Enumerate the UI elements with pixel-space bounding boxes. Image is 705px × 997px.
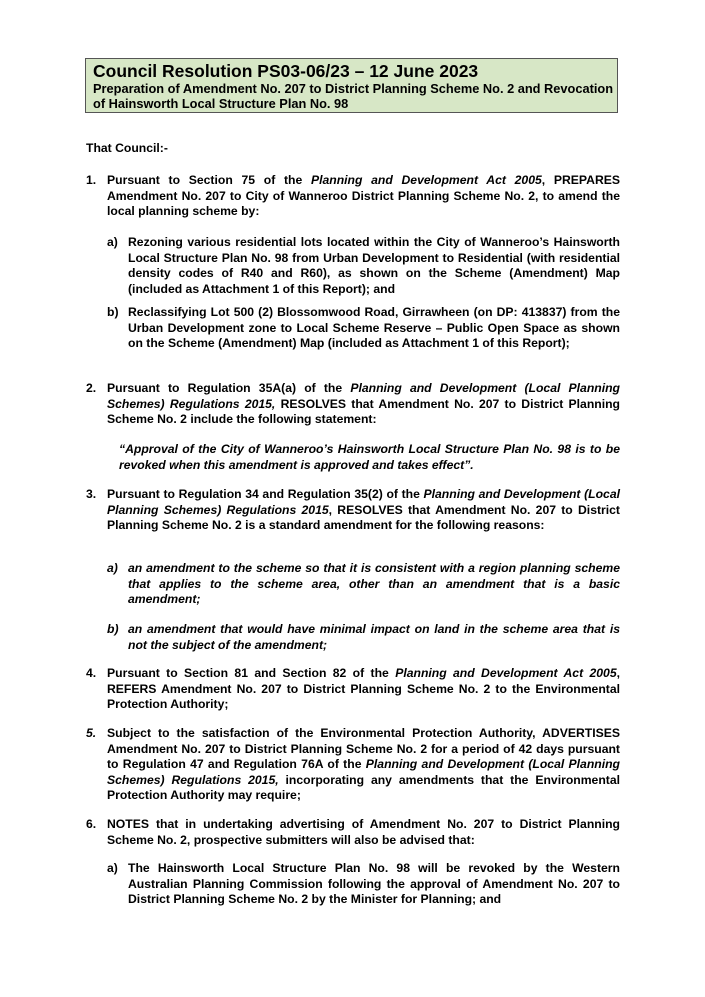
sub-item-label: a) — [107, 235, 118, 249]
item-text-italic: Planning and Development (Local Planning Schemes) Regulations 2015 — [107, 487, 620, 517]
item-text-pre: Subject to the satisfaction of the Environmental Protection Authority, ADVERTISES Amendment No. 207 to District Planning Scheme No. 2 for a period of 42 days pursuant to Regulation 47 and Regulation 76A of the — [107, 726, 620, 772]
sub-item-text: Rezoning various residential lots located within the City of Wanneroo’s Hainsworth Local Structure Plan No. 98 from Urban Development to Residential (with residential density codes of R40 and R60), as shown on the Scheme (Amendment) Map (included as Attachment 1 of this Report); and — [128, 235, 620, 296]
sub-item-3a — [107, 561, 620, 608]
sub-item-text: Reclassifying Lot 500 (2) Blossomwood Road, Girrawheen (on DP: 413837) from the Urban Development zone to Local Scheme Reserve – Public Open Space as shown on the Scheme (Amendment) Map (included as Attachment 1 of this Report); — [128, 305, 620, 351]
sub-item-1b — [107, 305, 620, 352]
item-text-post: , REFERS Amendment No. 207 to District Planning Scheme No. 2 to the Environmental Protection Authority; — [107, 666, 620, 712]
sub-item-label: a) — [107, 861, 118, 875]
amendment-statement-quote: “Approval of the City of Wanneroo’s Hainsworth Local Structure Plan No. 98 is to be revoked when this amendment is approved and takes effect”. — [119, 442, 620, 472]
item-number: 2. — [86, 381, 97, 395]
item-text-pre: Pursuant to Regulation 35A(a) of the — [107, 381, 351, 395]
item-number: 3. — [86, 487, 97, 501]
sub-item-text: The Hainsworth Local Structure Plan No. 98 will be revoked by the Western Australian Planning Commission following the approval of Amendment No. 207 to District Planning Scheme No. 2 by the Minister for Planning; and — [128, 861, 620, 907]
resolution-item-5 — [86, 726, 620, 804]
resolution-item-2 — [86, 381, 620, 428]
sub-item-label: a) — [107, 561, 118, 575]
item-number: 1. — [86, 173, 97, 187]
item-text-post: RESOLVES that Amendment No. 207 to District Planning Scheme No. 2 include the following statement: — [107, 396, 620, 427]
item-text-pre: Pursuant to Regulation 34 and Regulation 35(2) of the — [107, 487, 424, 501]
resolution-item-1 — [86, 173, 620, 220]
item-text-italic: Planning and Development Act 2005 — [310, 173, 542, 187]
title-box — [85, 58, 618, 113]
item-text-post: , RESOLVES that Amendment No. 207 to District Planning Scheme No. 2 is a standard amendment for the following reasons: — [107, 502, 620, 533]
item-number: 6. — [86, 817, 97, 831]
sub-item-1a — [107, 235, 620, 297]
sub-item-6a — [107, 861, 620, 908]
item-text-pre: NOTES that in undertaking advertising of Amendment No. 207 to District Planning Scheme No. 2, prospective submitters will also be advised that: — [107, 817, 620, 847]
item-text-post: , PREPARES Amendment No. 207 to City of Wanneroo District Planning Scheme No. 2, to amend the local planning scheme by: — [107, 173, 621, 219]
item-text-italic: Planning and Development Act 2005 — [395, 666, 617, 680]
resolution-item-3 — [86, 487, 620, 534]
resolution-item-6 — [86, 817, 620, 848]
page-subtitle: Preparation of Amendment No. 207 to District Planning Scheme No. 2 and Revocation of Hainsworth Local Structure Plan No. 98 — [93, 81, 614, 111]
sub-item-text: an amendment that would have minimal impact on land in the scheme area that is not the subject of the amendment; — [128, 622, 620, 652]
item-text-pre: Pursuant to Section 81 and Section 82 of the — [107, 666, 396, 680]
sub-item-label: b) — [107, 622, 119, 636]
page-title: Council Resolution PS03-06/23 – 12 June 2023 — [93, 61, 479, 81]
item-text-italic: Planning and Development (Local Planning Schemes) Regulations 2015, — [107, 381, 620, 411]
item-text-italic: Planning and Development (Local Planning Schemes) Regulations 2015, — [107, 757, 620, 787]
item-text-post: incorporating any amendments that the Environmental Protection Authority may require; — [107, 772, 620, 803]
sub-item-text: an amendment to the scheme so that it is consistent with a region planning scheme that applies to the scheme area, other than an amendment that is a basic amendment; — [128, 561, 620, 607]
item-text-pre: Pursuant to Section 75 of the — [107, 173, 311, 187]
sub-item-3b — [107, 622, 620, 653]
item-number: 4. — [86, 666, 97, 680]
item-number: 5. — [86, 726, 97, 740]
resolution-item-4 — [86, 666, 620, 713]
intro-text: That Council:- — [86, 141, 168, 155]
sub-item-label: b) — [107, 305, 119, 319]
